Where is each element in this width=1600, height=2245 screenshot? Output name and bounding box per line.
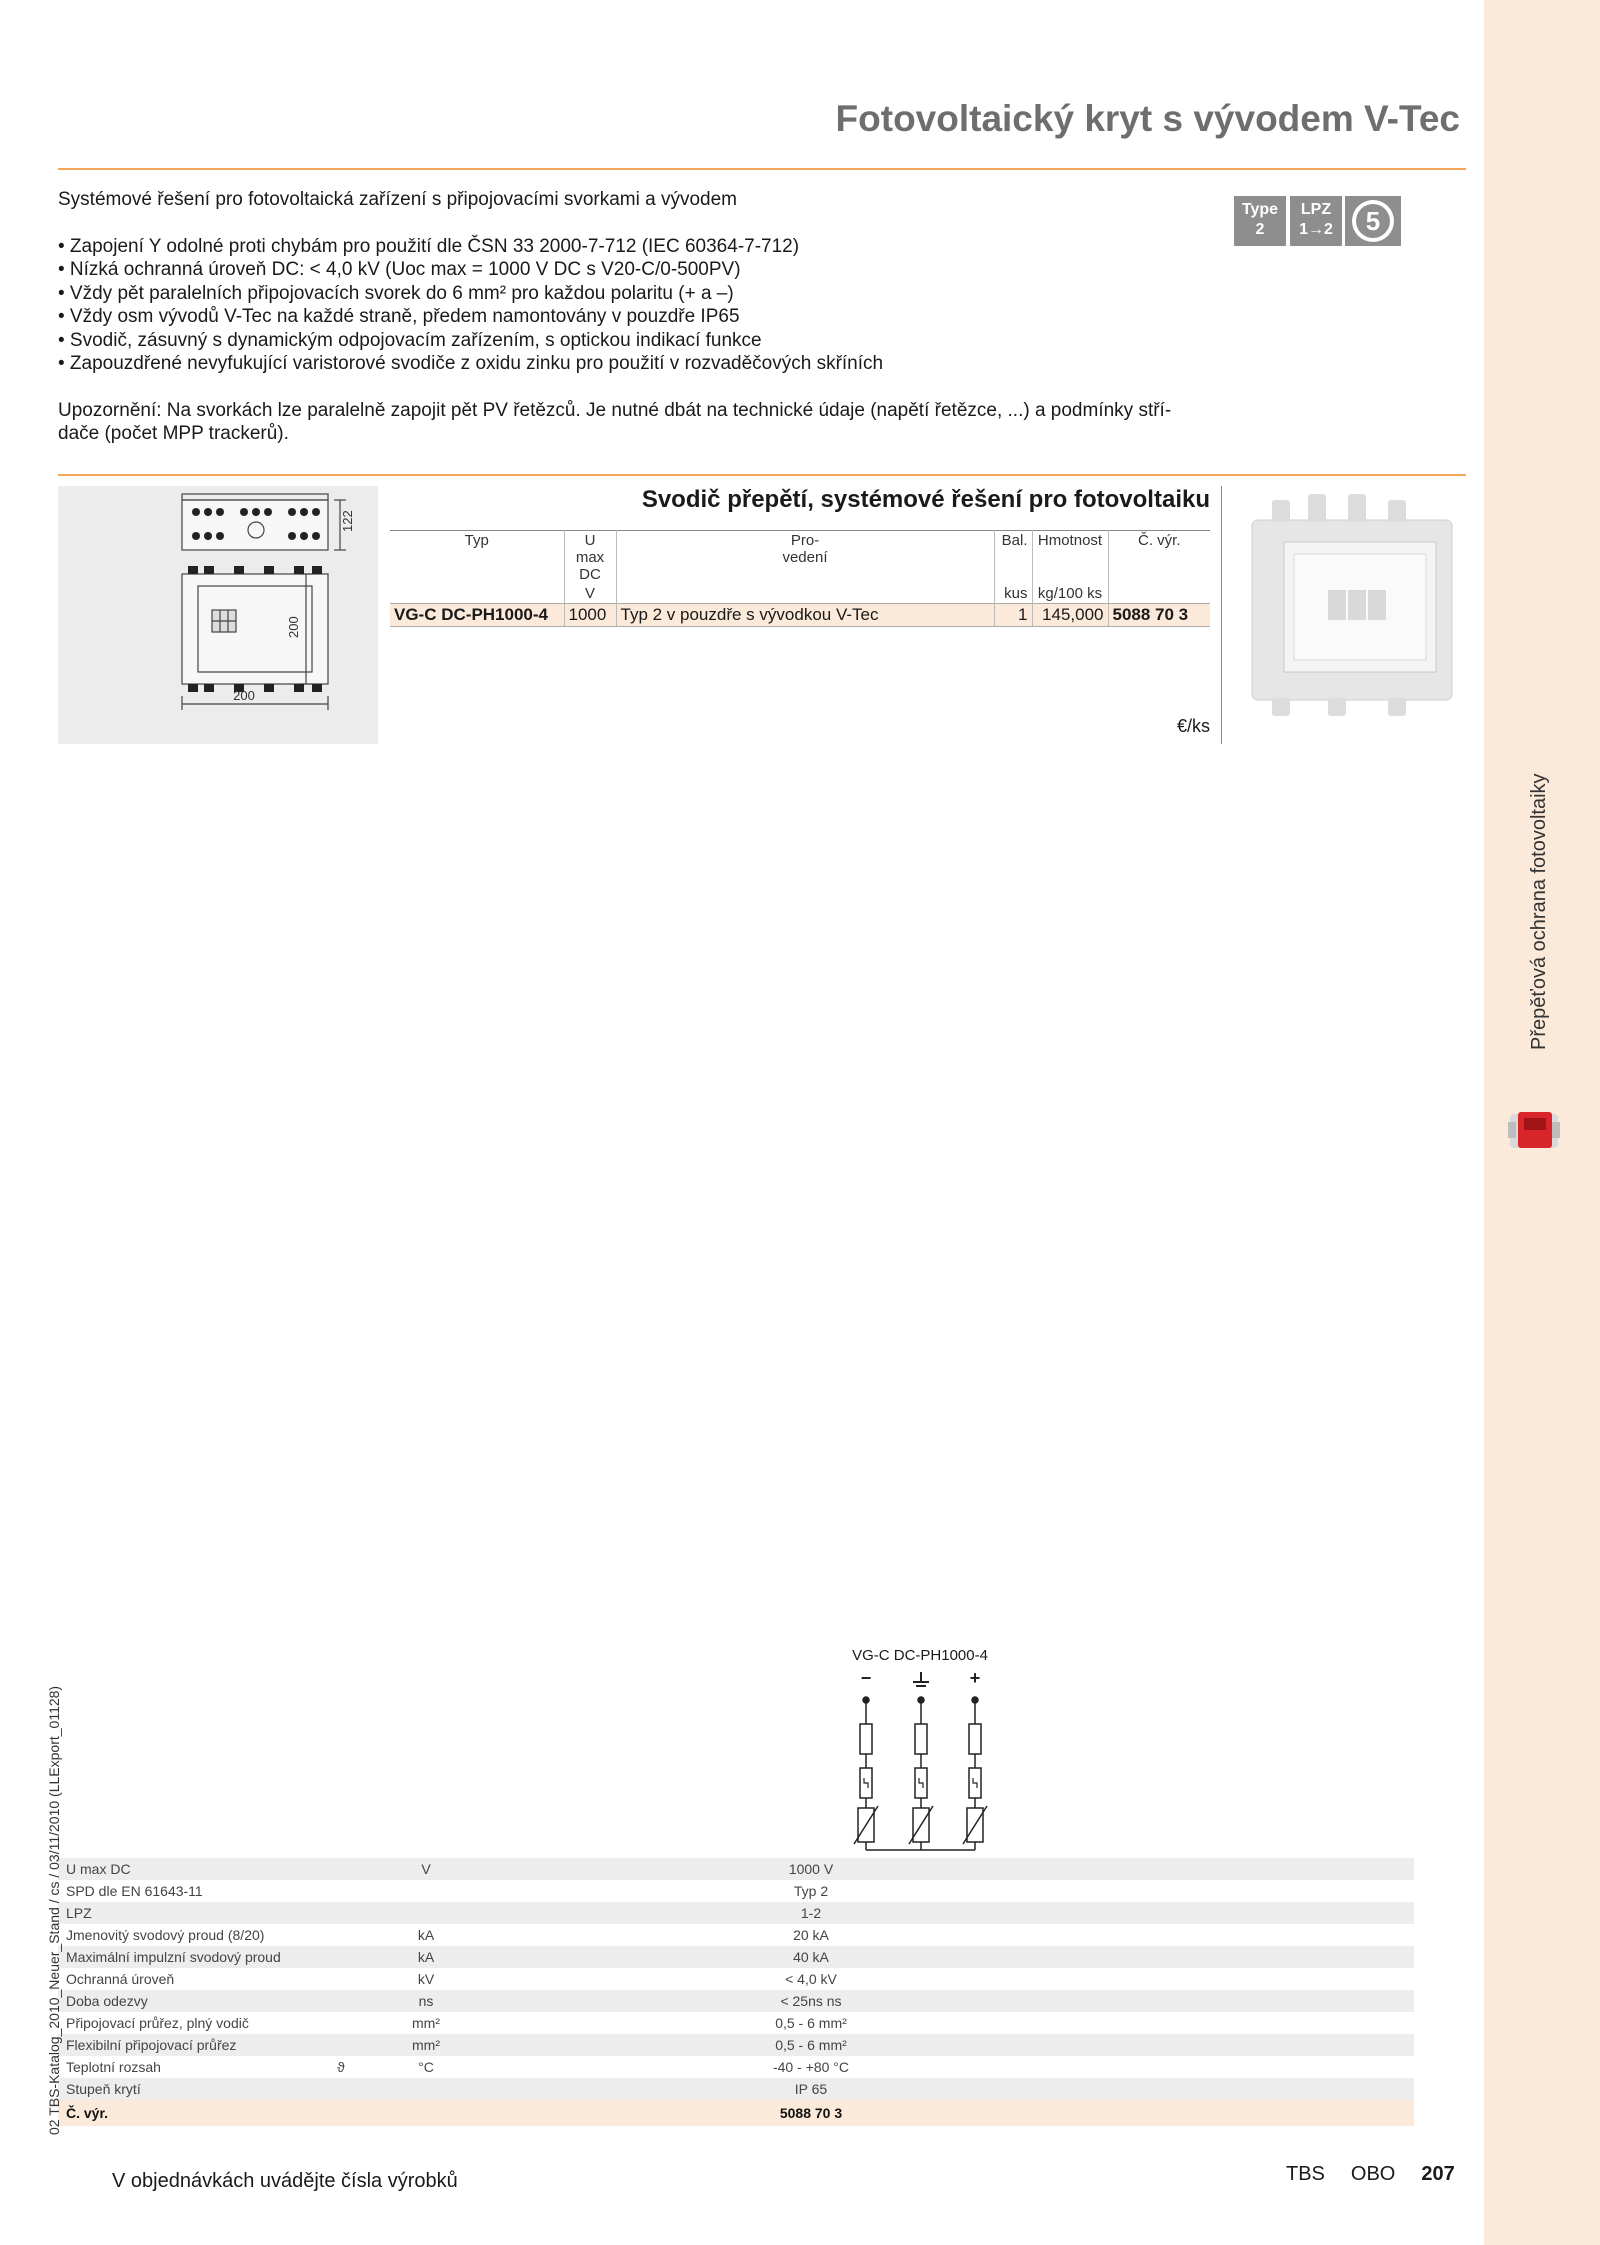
- technical-row: [58, 2078, 1414, 2100]
- technical-row: [58, 1924, 1414, 1946]
- tech-value: 20 kA: [496, 1924, 1126, 1946]
- tech-value: 40 kA: [496, 1946, 1126, 1968]
- row-cvyr: 5088 70 3: [1108, 604, 1210, 627]
- product-table: [390, 530, 1210, 627]
- tech-unit: mm²: [356, 2034, 496, 2056]
- tech-spacer: [1126, 2012, 1414, 2034]
- tech-unit: [356, 1880, 496, 1902]
- col-hmotnost-unit: kg/100 ks: [1032, 584, 1108, 604]
- technical-row: [58, 2034, 1414, 2056]
- tech-value: Typ 2: [496, 1880, 1126, 1902]
- type-badge: [1234, 196, 1286, 246]
- tech-name: Připojovací průřez, plný vodič: [58, 2012, 326, 2034]
- tech-name: Teplotní rozsah: [58, 2056, 326, 2078]
- tech-spacer: [1126, 1880, 1414, 1902]
- row-umax: 1000: [564, 604, 616, 627]
- table-row: [390, 604, 1210, 627]
- tech-unit: mm²: [356, 2012, 496, 2034]
- tech-name: Stupeň krytí: [58, 2078, 326, 2100]
- technical-row: [58, 2056, 1414, 2078]
- dimension-height-label: 122: [340, 510, 355, 532]
- tech-name: LPZ: [58, 1902, 326, 1924]
- tech-symbol: [326, 1902, 356, 1924]
- technical-row: [58, 1990, 1414, 2012]
- product-table-title: Svodič přepětí, systémové řešení pro fotovoltaiku: [641, 486, 1210, 513]
- tech-spacer: [1126, 1858, 1414, 1880]
- footer-brand-obo: OBO: [1350, 2163, 1396, 2185]
- tech-unit: kA: [356, 1946, 496, 1968]
- type-badge-label: Type: [1241, 201, 1279, 218]
- circuit-minus: −: [860, 1668, 872, 1688]
- page-title: Fotovoltaický kryt s vývodem V-Tec: [835, 98, 1460, 139]
- tech-unit: ns: [356, 1990, 496, 2012]
- col-umax: U max DC: [564, 531, 616, 585]
- product-photo: [1232, 486, 1468, 736]
- col-provedeni: Pro- vedení: [616, 531, 994, 585]
- tech-spacer: [1126, 2078, 1414, 2100]
- row-provedeni: Typ 2 v pouzdře s vývodkou V-Tec: [616, 604, 994, 627]
- feature-bullet: • Vždy osm vývodů V-Tec na každé straně, předem namontovány v pouzdře IP65: [58, 306, 740, 327]
- tech-unit: [356, 2078, 496, 2100]
- earth-icon: [913, 1672, 929, 1686]
- tech-symbol: [326, 1968, 356, 1990]
- tech-value: IP 65: [496, 2078, 1126, 2100]
- feature-bullet: • Svodič, zásuvný s dynamickým odpojovacím zařízením, s optickou indikací funkce: [58, 329, 762, 351]
- footer-note: V objednávkách uvádějte čísla výrobků: [112, 2170, 458, 2192]
- tech-spacer: [1126, 2056, 1414, 2078]
- col-hmotnost: Hmotnost: [1032, 531, 1108, 585]
- tech-unit: kV: [356, 1968, 496, 1990]
- technical-row: [58, 1858, 1414, 1880]
- tech-symbol: [326, 1990, 356, 2012]
- tech-value: 0,5 - 6 mm²: [496, 2034, 1126, 2056]
- feature-bullet: • Zapojení Y odolné proti chybám pro použití dle ČSN 33 2000-7-712 (IEC 60364-7-712): [58, 235, 800, 257]
- tech-name: Ochranná úroveň: [58, 1968, 326, 1990]
- tech-unit: °C: [356, 2056, 496, 2078]
- lpz-badge-value: 1→2: [1299, 221, 1333, 238]
- tech-symbol: [326, 2034, 356, 2056]
- intro-lead: Systémové řešení pro fotovoltaická zařízení s připojovacími svorkami a vývodem: [58, 189, 737, 210]
- col-umax-unit: V: [564, 584, 616, 604]
- tech-value: < 4,0 kV: [496, 1968, 1126, 1990]
- tech-value: 1-2: [496, 1902, 1126, 1924]
- tech-symbol: [326, 1858, 356, 1880]
- warranty-seal-icon: [1345, 196, 1401, 246]
- tech-name: Flexibilní připojovací průřez: [58, 2034, 326, 2056]
- technical-data-table: [58, 1858, 1414, 2126]
- tech-spacer: [1126, 2034, 1414, 2056]
- seal-number: 5: [1365, 206, 1381, 236]
- footer-brand-tbs: TBS: [1286, 2163, 1325, 2185]
- col-cvyr: Č. výr.: [1108, 531, 1210, 585]
- page-number: 207: [1421, 2163, 1455, 2185]
- lpz-badge: [1290, 196, 1342, 246]
- type-badge-value: 2: [1255, 221, 1265, 238]
- tech-value: < 25ns ns: [496, 1990, 1126, 2012]
- col-bal-unit: kus: [994, 584, 1032, 604]
- price-unit: €/ks: [1176, 716, 1210, 736]
- tech-name: Maximální impulzní svodový proud: [58, 1946, 326, 1968]
- row-hmotnost: 145,000: [1032, 604, 1108, 627]
- tech-name: U max DC: [58, 1858, 326, 1880]
- technical-row: [58, 1968, 1414, 1990]
- technical-row: [58, 1880, 1414, 1902]
- tech-name: Jmenovitý svodový proud (8/20): [58, 1924, 326, 1946]
- tech-spacer: [1126, 1946, 1414, 1968]
- dimension-width-label: 200: [233, 688, 255, 703]
- table-right-border: [1221, 486, 1222, 744]
- tech-unit: kA: [356, 1924, 496, 1946]
- tech-symbol: ϑ: [326, 2056, 356, 2078]
- technical-row: [58, 1946, 1414, 1968]
- section-divider: [58, 474, 1466, 476]
- tech-symbol: [326, 2012, 356, 2034]
- tech-value: -40 - +80 °C: [496, 2056, 1126, 2078]
- circuit-diagram: [800, 1640, 1040, 1860]
- tech-value: 1000 V: [496, 1858, 1126, 1880]
- intro-text: [58, 188, 1228, 446]
- tech-unit: [356, 1902, 496, 1924]
- tech-symbol: [326, 1924, 356, 1946]
- tech-value: 0,5 - 6 mm²: [496, 2012, 1126, 2034]
- circuit-label: VG-C DC-PH1000-4: [852, 1647, 988, 1664]
- circuit-plus: +: [969, 1668, 981, 1688]
- tech-spacer: [1126, 1902, 1414, 1924]
- technical-row-order-number: [58, 2100, 1414, 2126]
- technical-row: [58, 1902, 1414, 1924]
- dimension-side-label: 200: [286, 616, 301, 638]
- intro-note: Upozornění: Na svorkách lze paralelně zapojit pět PV řetězců. Je nutné dbát na technické údaje (napětí řetězce, ...) a podmínky stří-dače (počet MPP trackerů).: [58, 399, 1172, 444]
- tech-name: Doba odezvy: [58, 1990, 326, 2012]
- tech-symbol: [326, 1946, 356, 1968]
- row-typ: VG-C DC-PH1000-4: [390, 604, 564, 627]
- side-section-label: Přepěťová ochrana fotovoltaiky: [1528, 773, 1550, 1050]
- tech-spacer: [1126, 1924, 1414, 1946]
- tech-symbol: [326, 1880, 356, 1902]
- tech-name: SPD dle EN 61643-11: [58, 1880, 326, 1902]
- title-divider: [58, 168, 1466, 170]
- dimension-drawing-svg: [58, 486, 378, 744]
- feature-bullet: • Zapouzdřené nevyfukující varistorové svodiče z oxidu zinku pro použití v rozvaděčových skříních: [58, 353, 884, 374]
- feature-bullet: • Vždy pět paralelních připojovacích svorek do 6 mm² pro každou polaritu (+ a –): [58, 282, 734, 304]
- tech-spacer: [1126, 1990, 1414, 2012]
- row-bal: 1: [994, 604, 1032, 627]
- catalog-code: 02 TBS-Katalog_2010_Neuer_Stand / cs / 03/11/2010 (LLExport_01128): [46, 1685, 62, 2135]
- tech-unit: V: [356, 1858, 496, 1880]
- tech-spacer: [1126, 1968, 1414, 1990]
- tech-name: Č. výr.: [58, 2100, 326, 2126]
- technical-row: [58, 2012, 1414, 2034]
- col-bal: Bal.: [994, 531, 1032, 585]
- tech-symbol: [326, 2078, 356, 2100]
- col-typ: Typ: [464, 532, 489, 549]
- tech-value: 5088 70 3: [496, 2100, 1126, 2126]
- feature-bullet: • Nízká ochranná úroveň DC: < 4,0 kV (Uoc max = 1000 V DC s V20-C/0-500PV): [58, 259, 741, 280]
- footer-brands: [1286, 2163, 1455, 2186]
- lpz-badge-label: LPZ: [1300, 201, 1332, 218]
- product-thumbnail-icon: [1506, 1108, 1562, 1152]
